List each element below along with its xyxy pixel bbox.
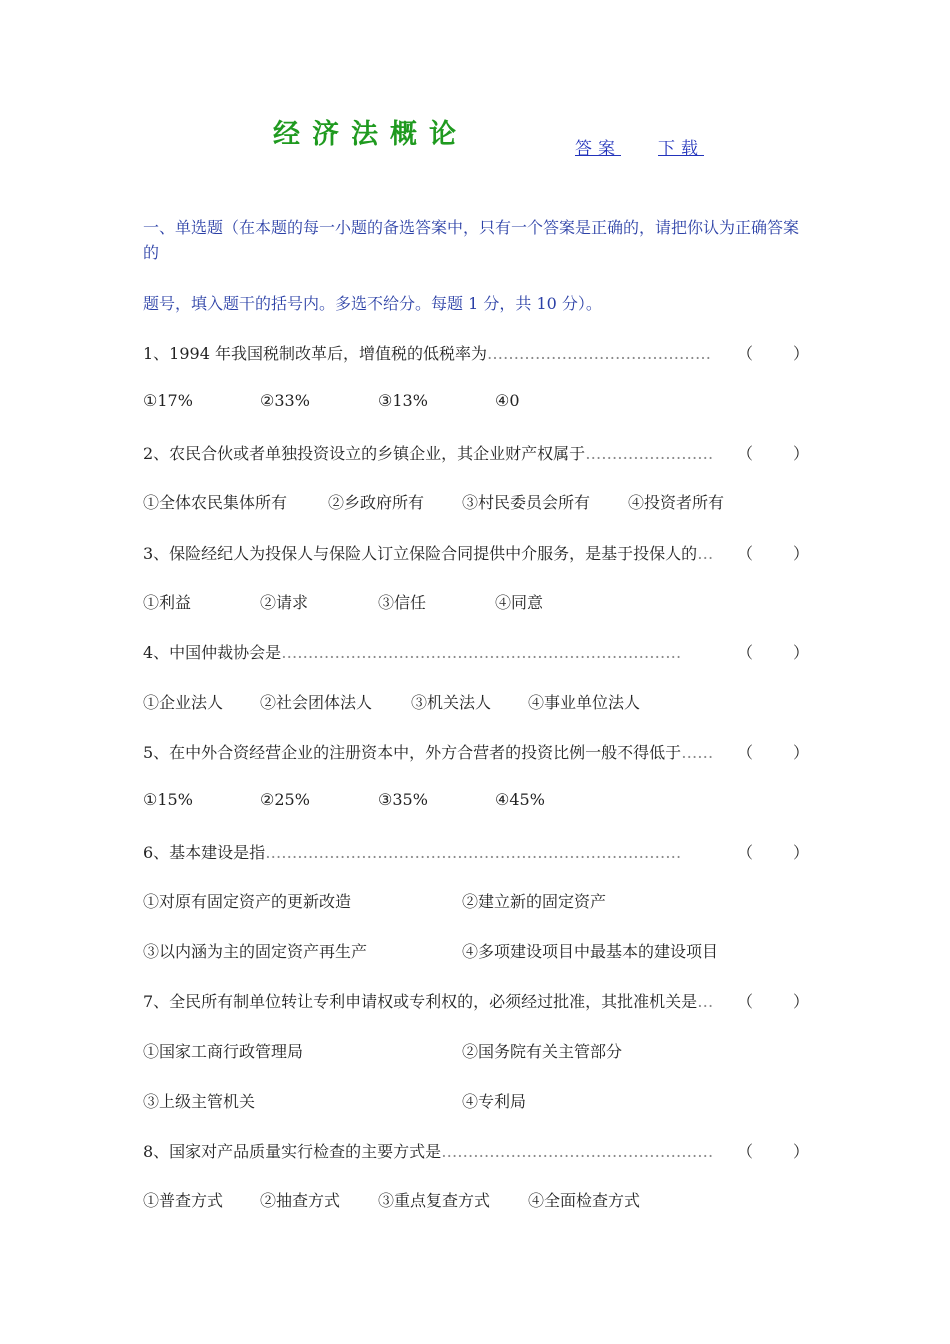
option-2: ②建立新的固定资产 [462,892,607,911]
option-3: ③重点复查方式 [378,1191,491,1210]
answer-paren-open: （ [737,544,754,563]
download-link[interactable]: 下载 [658,139,704,159]
leader-dots: ………………………………………………………………… [281,643,682,662]
option-1: ①15% [143,790,193,809]
question-3 [143,541,713,564]
question-1 [143,341,711,364]
option-4: ④多项建设项目中最基本的建设项目 [462,942,719,961]
question-text: 6、基本建设是指 [143,843,266,862]
option-2: ②请求 [260,593,309,612]
option-2: ②25% [260,790,310,809]
answer-paren-open: （ [737,444,754,463]
answer-paren-open: （ [737,743,754,762]
question-text: 8、国家对产品质量实行检查的主要方式是 [143,1142,442,1161]
answer-paren-close: ） [793,444,810,463]
question-5 [143,740,713,763]
answer-paren-close: ） [793,743,810,762]
question-text: 2、农民合伙或者单独投资设立的乡镇企业，其企业财产权属于 [143,444,586,463]
option-3: ③机关法人 [411,693,492,712]
option-1: ①利益 [143,593,192,612]
question-text: 4、中国仲裁协会是 [143,643,282,662]
leader-dots: …………………………………… [487,344,711,363]
leader-dots: … [697,992,714,1011]
option-3: ③以内涵为主的固定资产再生产 [143,942,368,961]
question-7 [143,989,713,1012]
answer-paren-open: （ [737,344,754,363]
question-2 [143,441,713,464]
option-4: ④45% [495,790,545,809]
option-3: ③13% [378,391,428,410]
option-1: ①全体农民集体所有 [143,493,288,512]
answer-paren-close: ） [793,344,810,363]
question-8 [143,1139,713,1162]
option-1: ①对原有固定资产的更新改造 [143,892,352,911]
question-4 [143,640,681,663]
answer-paren-close: ） [793,992,810,1011]
option-1: ①普查方式 [143,1191,224,1210]
section-instructions-cont: 题号，填入题干的括号内。多选不给分。每题 1 分，共 10 分）。 [143,294,602,313]
option-1: ①企业法人 [143,693,224,712]
answer-link[interactable]: 答案 [575,139,621,159]
option-1: ①国家工商行政管理局 [143,1042,304,1061]
page-title: 经济法概论 [273,119,468,150]
leader-dots: …………………………………………… [441,1142,714,1161]
option-4: ④0 [495,391,520,410]
answer-paren-close: ） [793,643,810,662]
option-2: ②国务院有关主管部分 [462,1042,623,1061]
leader-dots: …… [681,743,714,762]
option-3: ③35% [378,790,428,809]
leader-dots: … [697,544,714,563]
option-1: ①17% [143,391,193,410]
option-2: ②乡政府所有 [328,493,425,512]
leader-dots: …………………… [585,444,714,463]
option-2: ②社会团体法人 [260,693,373,712]
question-6 [143,840,681,863]
answer-paren-open: （ [737,992,754,1011]
option-4: ④同意 [495,593,544,612]
section-instructions: 一、单选题（在本题的每一小题的备选答案中，只有一个答案是正确的，请把你认为正确答案的 [143,218,800,262]
option-4: ④事业单位法人 [528,693,641,712]
option-2: ②33% [260,391,310,410]
option-4: ④专利局 [462,1092,527,1111]
option-3: ③信任 [378,593,427,612]
answer-paren-close: ） [793,1142,810,1161]
question-text: 5、在中外合资经营企业的注册资本中，外方合营者的投资比例一般不得低于 [143,743,682,762]
question-text: 7、全民所有制单位转让专利申请权或专利权的，必须经过批准，其批准机关是 [143,992,698,1011]
option-4: ④投资者所有 [628,493,725,512]
option-2: ②抽查方式 [260,1191,341,1210]
answer-paren-open: （ [737,643,754,662]
answer-paren-open: （ [737,843,754,862]
question-text: 3、保险经纪人为投保人与保险人订立保险合同提供中介服务，是基于投保人的 [143,544,698,563]
option-3: ③村民委员会所有 [462,493,591,512]
question-text: 1、1994 年我国税制改革后，增值税的低税率为 [143,344,487,363]
answer-paren-open: （ [737,1142,754,1161]
leader-dots: …………………………………………………………………… [265,843,682,862]
answer-paren-close: ） [793,544,810,563]
option-3: ③上级主管机关 [143,1092,256,1111]
answer-paren-close: ） [793,843,810,862]
option-4: ④全面检查方式 [528,1191,641,1210]
